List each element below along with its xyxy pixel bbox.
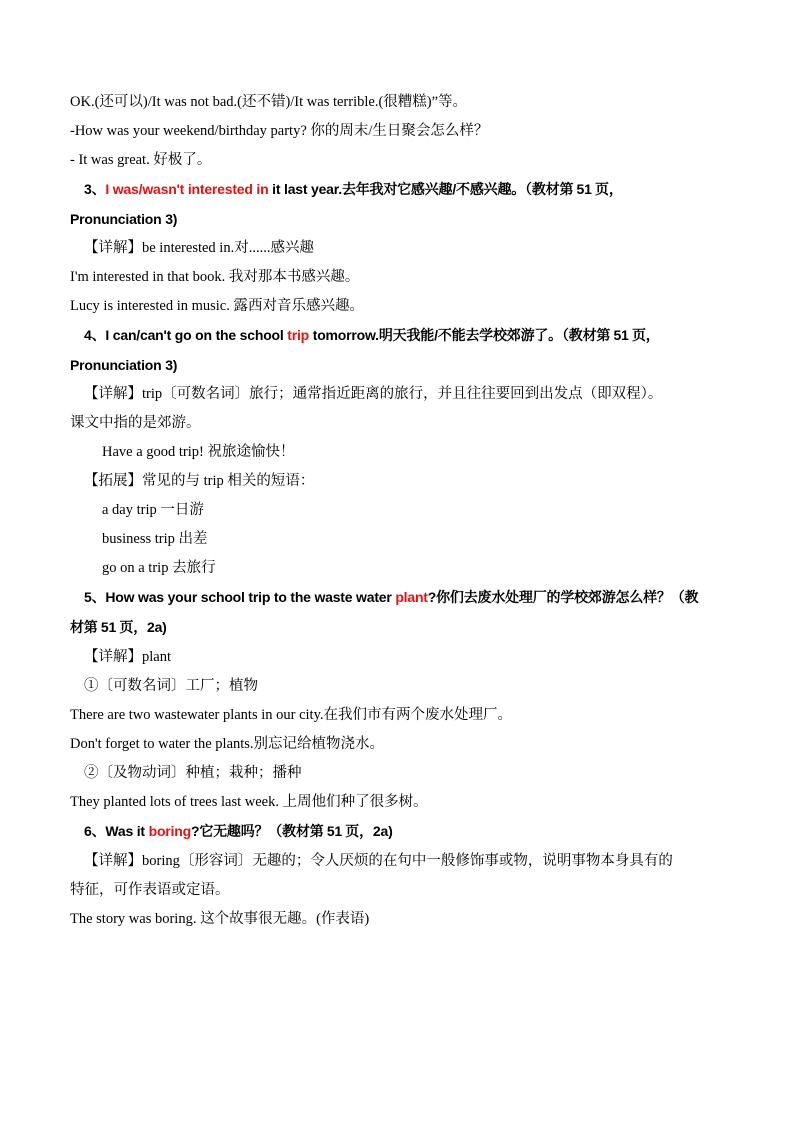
text-run: ②〔及物动词〕种植；栽种；播种 — [84, 765, 302, 781]
heading-segment: 去年我对它感兴趣 — [341, 183, 453, 198]
heading-segment: / — [434, 327, 438, 343]
text-run: 【详解】be interested in.对......感兴趣 — [84, 240, 314, 256]
document-heading-line — [70, 583, 723, 613]
heading-segment: ? — [190, 823, 200, 839]
heading-segment: 页， — [116, 621, 147, 636]
heading-segment: 不能去学校郊游了。（教材第 — [437, 329, 614, 344]
heading-segment: 51 — [576, 181, 592, 197]
heading-segment: 页， — [342, 825, 373, 840]
text-run: Lucy is interested in music. 露西对音乐感兴趣。 — [70, 298, 364, 314]
heading-segment: Pronunciation 3) — [70, 211, 178, 227]
document-text-line — [70, 88, 723, 117]
document-text-line — [70, 554, 723, 583]
document-text-line — [70, 525, 723, 554]
document-heading-line — [70, 205, 723, 234]
document-text-line — [70, 496, 723, 525]
document-text-line — [70, 117, 723, 146]
text-run: ①〔可数名词〕工厂；植物 — [84, 678, 258, 694]
text-run: 【详解】trip〔可数名词〕旅行；通常指近距离的旅行，并且往往要回到出发点（即双程）。 — [84, 386, 663, 402]
heading-segment: boring — [148, 823, 191, 839]
heading-segment: 2a) — [372, 823, 393, 839]
text-run: 【拓展】常见的与 trip 相关的短语： — [84, 473, 315, 489]
document-text-line — [70, 438, 723, 467]
document-text-line — [70, 467, 723, 496]
document-text-line — [70, 672, 723, 701]
document-text-line — [70, 730, 723, 759]
heading-segment: Pronunciation 3) — [70, 357, 178, 373]
heading-segment: tomorrow. — [309, 327, 379, 343]
text-run: 特征，可作表语或定语。 — [70, 882, 230, 898]
text-run: They planted lots of trees last week. 上周他们种了很多树。 — [70, 794, 428, 810]
heading-segment: 51 — [326, 823, 342, 839]
heading-segment: 你们去废水处理厂的学校郊游怎么样？（教 — [436, 591, 699, 606]
text-run: - It was great. 好极了。 — [70, 152, 212, 168]
heading-segment: 材第 — [70, 621, 101, 636]
text-run: Have a good trip! 祝旅途愉快！ — [102, 444, 295, 460]
heading-segment: 51 — [613, 327, 629, 343]
heading-segment: 51 — [100, 619, 117, 635]
document-text-line — [70, 292, 723, 321]
document-text-line — [70, 146, 723, 175]
document-text-line — [70, 701, 723, 730]
text-run: 【详解】boring〔形容词〕无趣的；令人厌烦的在句中一般修饰事或物，说明事物本身具有的 — [84, 853, 673, 869]
document-text-line — [70, 847, 723, 876]
heading-segment: / — [452, 181, 457, 197]
text-run: There are two wastewater plants in our city.在我们市有两个废水处理厂。 — [70, 707, 513, 723]
text-run: Don't forget to water the plants.别忘记给植物浇水。 — [70, 736, 385, 752]
heading-segment: 明天我能 — [378, 329, 435, 344]
heading-segment: 6、Was it — [84, 823, 149, 839]
document-text-line — [70, 905, 723, 934]
text-run: OK.(还可以)/It was not bad.(还不错)/It was terrible.(很糟糕)”等。 — [70, 94, 468, 110]
heading-segment: I can/can't go on the school — [105, 327, 288, 343]
document-text-line — [70, 759, 723, 788]
document-text-line — [70, 788, 723, 817]
text-run: 【详解】plant — [84, 649, 171, 665]
document-heading-line — [70, 817, 723, 847]
text-run: The story was boring. 这个故事很无趣。(作表语) — [70, 911, 370, 927]
heading-segment: trip — [287, 327, 310, 343]
document-text-line — [70, 876, 723, 905]
heading-segment: 5、How was your school trip to the waste water — [84, 589, 396, 605]
heading-segment: 3、 — [84, 181, 106, 197]
heading-segment: plant — [395, 589, 428, 605]
text-run: 课文中指的是郊游。 — [70, 415, 201, 431]
heading-segment: 它无趣吗？（教材第 — [199, 825, 327, 840]
text-run: a day trip 一日游 — [102, 502, 204, 518]
heading-segment: 不感兴趣。（教材第 — [456, 183, 577, 198]
heading-segment: it last year. — [268, 181, 342, 197]
document-text-line — [70, 234, 723, 263]
heading-segment: 2a) — [147, 619, 167, 635]
document-heading-line — [70, 175, 723, 205]
document-text-line — [70, 409, 723, 438]
text-run: business trip 出差 — [102, 531, 208, 547]
document-heading-line — [70, 351, 723, 380]
text-run: go on a trip 去旅行 — [102, 560, 216, 576]
heading-segment: ? — [427, 589, 437, 605]
document-text-line — [70, 380, 723, 409]
heading-segment: 页， — [628, 329, 660, 344]
document-text-line — [70, 643, 723, 672]
heading-segment: 4、 — [84, 327, 106, 343]
heading-segment: was/wasn't interested in — [112, 181, 269, 197]
document-body — [70, 88, 723, 934]
document-heading-line — [70, 613, 723, 643]
heading-segment: I — [105, 181, 113, 197]
text-run: -How was your weekend/birthday party? 你的周末/生日聚会怎么样？ — [70, 123, 489, 139]
heading-segment: 页， — [591, 183, 623, 198]
document-heading-line — [70, 321, 723, 351]
text-run: I'm interested in that book. 我对那本书感兴趣。 — [70, 269, 360, 285]
document-text-line — [70, 263, 723, 292]
